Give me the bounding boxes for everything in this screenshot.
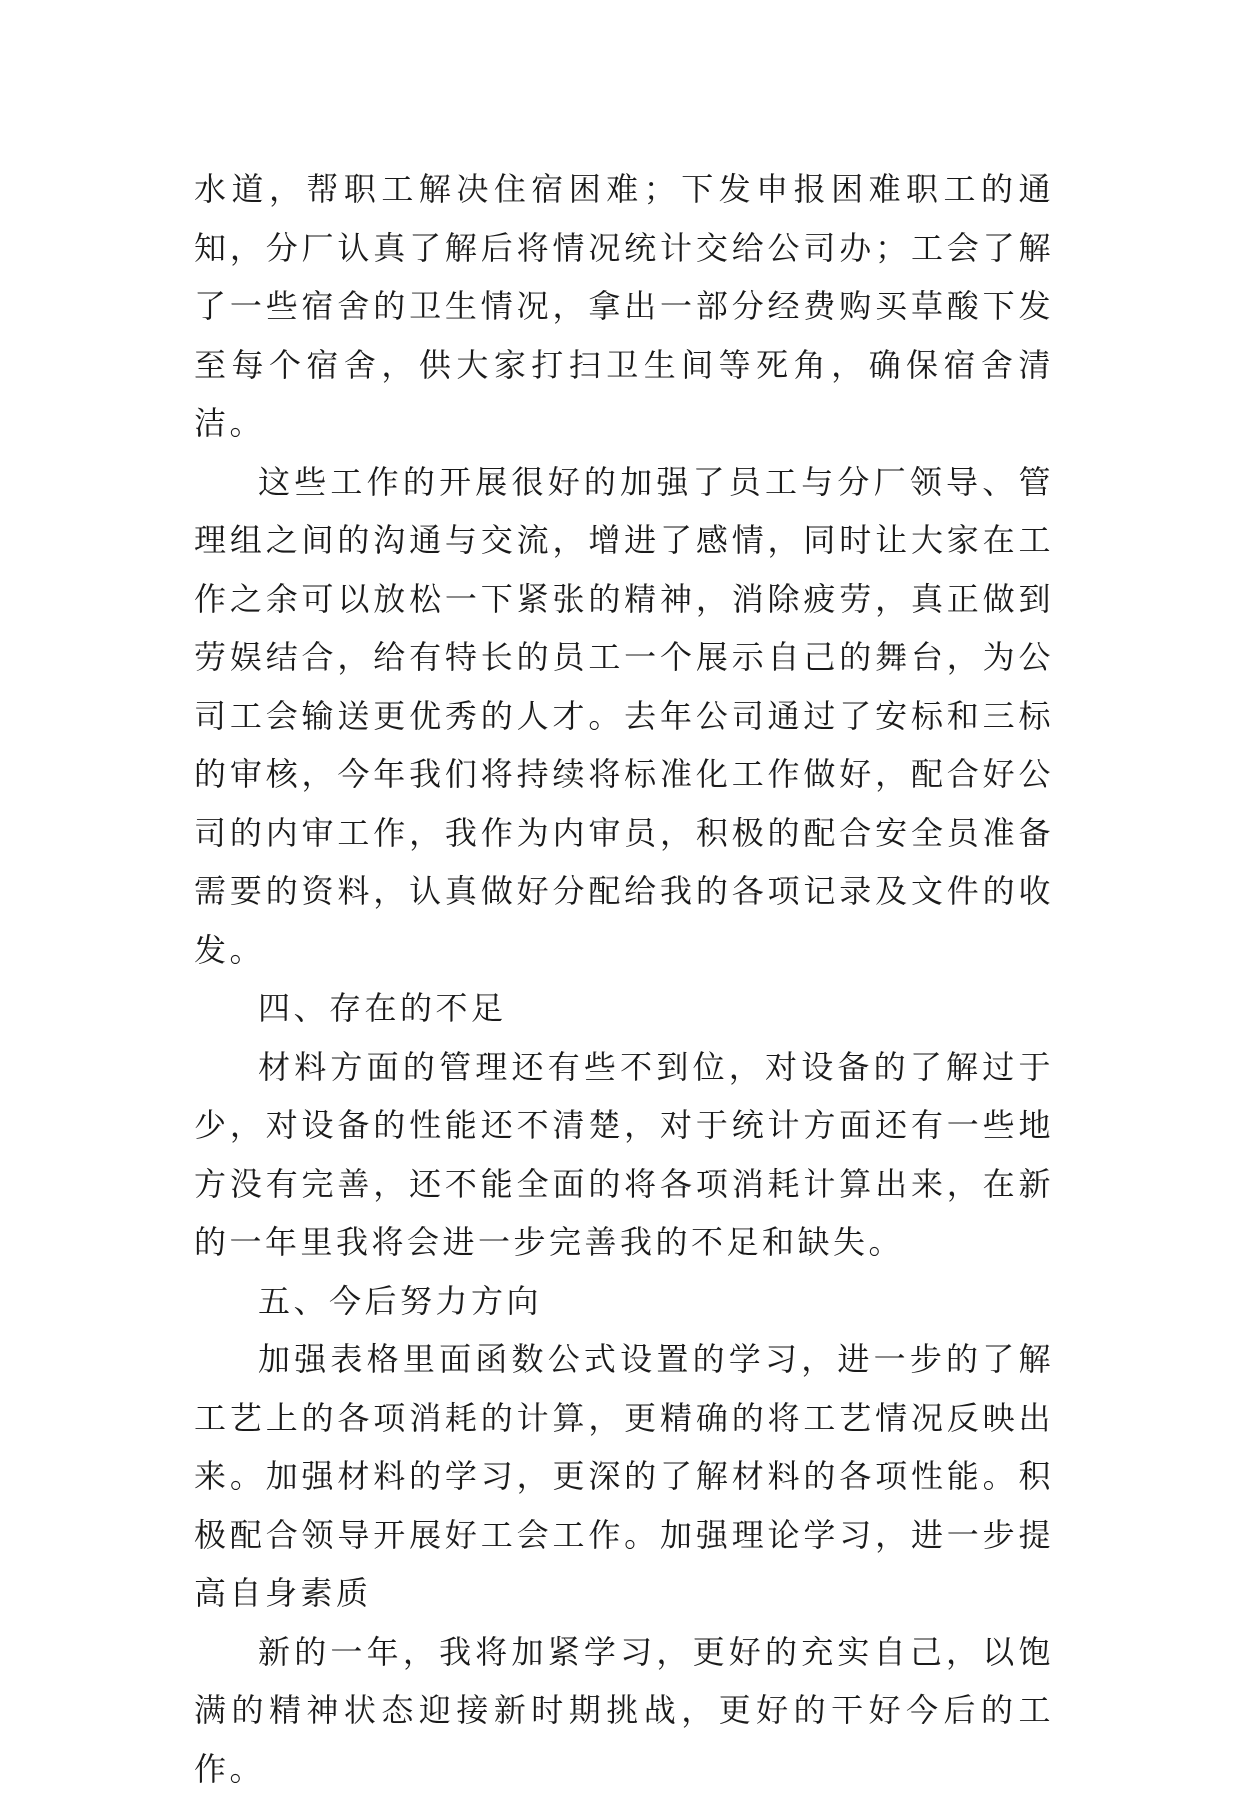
- paragraph-closing: 新的一年，我将加紧学习，更好的充实自己，以饱满的精神状态迎接新时期挑战，更好的干好今后的工作。: [194, 1623, 1054, 1798]
- section-heading-future-direction: 五、今后努力方向: [194, 1272, 1054, 1331]
- paragraph-shortcomings: 材料方面的管理还有些不到位，对设备的了解过于少，对设备的性能还不清楚，对于统计方面还有一些地方没有完善，还不能全面的将各项消耗计算出来，在新的一年里我将会进一步完善我的不足和缺失。: [194, 1038, 1054, 1272]
- document-body: [194, 160, 1054, 1798]
- paragraph-work-effects: 这些工作的开展很好的加强了员工与分厂领导、管理组之间的沟通与交流，增进了感情，同时让大家在工作之余可以放松一下紧张的精神，消除疲劳，真正做到劳娱结合，给有特长的员工一个展示自己的舞台，为公司工会输送更优秀的人才。去年公司通过了安标和三标的审核，今年我们将持续将标准化工作做好，配合好公司的内审工作，我作为内审员，积极的配合安全员准备需要的资料，认真做好分配给我的各项记录及文件的收发。: [194, 453, 1054, 980]
- section-heading-shortcomings: 四、存在的不足: [194, 979, 1054, 1038]
- paragraph-continued: 水道，帮职工解决住宿困难；下发申报困难职工的通知，分厂认真了解后将情况统计交给公司办；工会了解了一些宿舍的卫生情况，拿出一部分经费购买草酸下发至每个宿舍，供大家打扫卫生间等死角，确保宿舍清洁。: [194, 160, 1054, 453]
- paragraph-future-direction: 加强表格里面函数公式设置的学习，进一步的了解工艺上的各项消耗的计算，更精确的将工艺情况反映出来。加强材料的学习，更深的了解材料的各项性能。积极配合领导开展好工会工作。加强理论学习，进一步提高自身素质: [194, 1330, 1054, 1623]
